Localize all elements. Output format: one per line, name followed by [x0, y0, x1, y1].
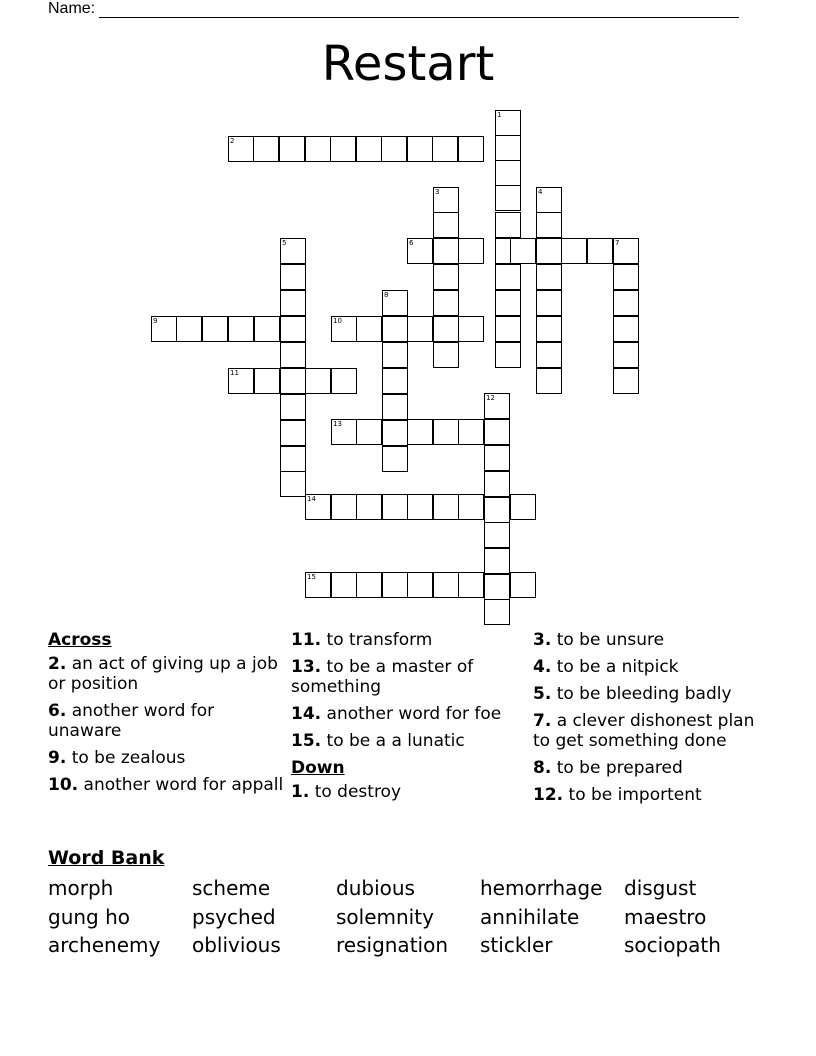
clue-text: a clever dishonest plan to get something done — [533, 711, 755, 751]
clue-num: 13. — [291, 657, 322, 677]
clue-num: 12. — [533, 785, 564, 805]
word-bank-item: psyched — [192, 904, 276, 929]
crossword-cell[interactable] — [495, 342, 521, 368]
clue-num: 8. — [533, 758, 552, 778]
clues-column-2 — [291, 630, 527, 809]
clue-num: 9. — [48, 748, 67, 768]
clue-text: to be zealous — [66, 748, 186, 768]
crossword-cell[interactable] — [331, 368, 357, 394]
clue-text: to be prepared — [551, 758, 683, 778]
crossword-cell[interactable] — [305, 368, 331, 394]
word-bank-item: disgust — [624, 876, 697, 900]
crossword-cell[interactable] — [280, 446, 306, 472]
clues-column-1 — [48, 630, 284, 802]
crossword-cell[interactable] — [484, 548, 510, 574]
crossword-cell[interactable] — [382, 290, 408, 316]
clue-num: 4. — [533, 657, 552, 677]
crossword-cell[interactable] — [433, 316, 459, 342]
clue-number: 3 — [435, 188, 440, 196]
clue-text: to destroy — [309, 782, 402, 802]
crossword-cell[interactable] — [484, 471, 510, 497]
crossword-cell[interactable] — [356, 572, 382, 598]
clue-text: to be unsure — [551, 630, 665, 650]
crossword-cell[interactable] — [433, 342, 459, 368]
crossword-cell[interactable] — [407, 494, 433, 520]
word-bank — [48, 846, 768, 960]
crossword-cell[interactable] — [280, 264, 306, 290]
clue-num: 14. — [291, 704, 322, 724]
crossword-cell[interactable] — [382, 494, 408, 520]
crossword-cell[interactable] — [176, 316, 202, 342]
word-bank-item: scheme — [192, 876, 271, 900]
crossword-cell[interactable] — [613, 238, 639, 264]
crossword-cell[interactable] — [458, 494, 484, 520]
clue-num: 3. — [533, 630, 552, 650]
crossword-cell[interactable] — [458, 238, 484, 264]
clue-text: another word for unaware — [48, 701, 215, 741]
clue-number: 14 — [307, 495, 316, 503]
crossword-cell[interactable] — [484, 419, 510, 445]
clue-number: 10 — [333, 317, 342, 325]
crossword-cell[interactable] — [382, 342, 408, 368]
word-bank-item: sociopath — [624, 933, 721, 957]
crossword-cell[interactable] — [536, 264, 562, 290]
word-bank-item: solemnity — [336, 904, 434, 929]
word-bank-item: morph — [48, 876, 114, 900]
crossword-cell[interactable] — [253, 136, 279, 162]
crossword-cell[interactable] — [280, 290, 306, 316]
down-clue — [533, 684, 769, 704]
across-clue — [48, 701, 284, 741]
crossword-cell[interactable] — [495, 185, 521, 211]
crossword-cell[interactable] — [587, 238, 613, 264]
crossword-cell[interactable] — [407, 316, 433, 342]
crossword-cell[interactable] — [536, 187, 562, 213]
crossword-cell[interactable] — [254, 368, 280, 394]
down-clue — [533, 657, 769, 677]
crossword-cell[interactable] — [484, 393, 510, 419]
crossword-cell[interactable] — [433, 572, 459, 598]
crossword-cell[interactable] — [613, 264, 639, 290]
crossword-cell[interactable] — [613, 368, 639, 394]
crossword-cell[interactable] — [484, 599, 510, 625]
clue-num: 2. — [48, 654, 67, 674]
crossword-cell[interactable] — [382, 368, 408, 394]
across-clue — [48, 748, 284, 768]
clue-number: 11 — [230, 369, 239, 377]
name-label: Name: — [48, 0, 96, 17]
crossword-cell[interactable] — [536, 368, 562, 394]
across-clue — [48, 654, 284, 694]
crossword-cell[interactable] — [432, 136, 458, 162]
clue-text: to be a nitpick — [551, 657, 679, 677]
crossword-cell[interactable] — [305, 494, 331, 520]
crossword-cell[interactable] — [407, 419, 433, 445]
crossword-cell[interactable] — [495, 212, 521, 238]
crossword-cell[interactable] — [458, 316, 484, 342]
crossword-cell[interactable] — [495, 110, 521, 136]
clue-text: to be a master of something — [291, 657, 474, 697]
clue-number: 2 — [230, 137, 235, 145]
down-clue — [533, 785, 769, 805]
clue-text: to be importent — [563, 785, 702, 805]
clue-num: 7. — [533, 711, 552, 731]
across-clue — [48, 775, 284, 795]
clue-text: to be bleeding badly — [551, 684, 732, 704]
crossword-cell[interactable] — [228, 316, 254, 342]
clue-num: 1. — [291, 782, 310, 802]
crossword-cell[interactable] — [280, 316, 306, 342]
crossword-cell[interactable] — [356, 316, 382, 342]
down-clue — [291, 782, 527, 802]
crossword-cell[interactable] — [484, 445, 510, 471]
crossword-cell[interactable] — [458, 572, 484, 598]
clue-num: 15. — [291, 731, 322, 751]
crossword-cell[interactable] — [495, 316, 521, 342]
crossword-cell[interactable] — [495, 264, 521, 290]
crossword-cell[interactable] — [381, 136, 407, 162]
crossword-cell[interactable] — [331, 572, 357, 598]
clue-number: 6 — [409, 239, 414, 247]
crossword-cell[interactable] — [433, 212, 459, 238]
crossword-cell[interactable] — [356, 494, 382, 520]
crossword-cell[interactable] — [382, 316, 408, 342]
down-clue — [533, 630, 769, 650]
crossword-cell[interactable] — [305, 572, 331, 598]
across-clue — [291, 657, 527, 697]
crossword-cell[interactable] — [331, 316, 357, 342]
crossword-cell[interactable] — [228, 136, 254, 162]
crossword-cell[interactable] — [561, 238, 587, 264]
crossword-cell[interactable] — [407, 572, 433, 598]
crossword-cell[interactable] — [484, 522, 510, 548]
clue-num: 5. — [533, 684, 552, 704]
crossword-cell[interactable] — [433, 187, 459, 213]
clue-text: another word for foe — [321, 704, 502, 724]
crossword-cell[interactable] — [484, 497, 510, 523]
clue-number: 13 — [333, 420, 342, 428]
across-clue — [291, 704, 527, 724]
crossword-cell[interactable] — [433, 264, 459, 290]
clue-number: 9 — [153, 317, 158, 325]
crossword-cell[interactable] — [536, 238, 562, 264]
word-bank-item: annihilate — [480, 904, 580, 929]
word-bank-item: oblivious — [192, 933, 281, 957]
crossword-cell[interactable] — [305, 136, 331, 162]
clue-num: 11. — [291, 630, 322, 650]
word-bank-item: gung ho — [48, 904, 131, 929]
crossword-cell[interactable] — [356, 419, 382, 445]
down-clue — [533, 758, 769, 778]
clue-number: 12 — [486, 394, 495, 402]
crossword-cell[interactable] — [458, 419, 484, 445]
word-bank-item: resignation — [336, 933, 449, 957]
crossword-cell[interactable] — [433, 419, 459, 445]
word-bank-item: hemorrhage — [480, 876, 603, 900]
crossword-cell[interactable] — [433, 238, 459, 264]
crossword-cell[interactable] — [382, 446, 408, 472]
clue-number: 7 — [615, 239, 620, 247]
crossword-cell[interactable] — [280, 394, 306, 420]
crossword-cell[interactable] — [356, 136, 382, 162]
clue-number: 15 — [307, 573, 316, 581]
crossword-cell[interactable] — [280, 238, 306, 264]
crossword-cell[interactable] — [433, 494, 459, 520]
clue-num: 10. — [48, 775, 79, 795]
crossword-cell[interactable] — [510, 572, 536, 598]
crossword-cell[interactable] — [280, 471, 306, 497]
crossword-cell[interactable] — [382, 394, 408, 420]
word-bank-heading: Word Bank — [48, 847, 165, 869]
crossword-cell[interactable] — [280, 342, 306, 368]
crossword-cell[interactable] — [495, 135, 521, 161]
crossword-cell[interactable] — [536, 342, 562, 368]
clues-column-3 — [533, 630, 769, 812]
crossword-cell[interactable] — [510, 238, 536, 264]
word-bank-item: maestro — [624, 904, 707, 929]
clue-number: 8 — [384, 291, 389, 299]
down-heading: Down — [291, 758, 345, 778]
crossword-cell[interactable] — [536, 212, 562, 238]
crossword-cell[interactable] — [407, 136, 433, 162]
crossword-cell[interactable] — [280, 420, 306, 446]
crossword-cell[interactable] — [536, 290, 562, 316]
crossword-cell[interactable] — [613, 342, 639, 368]
puzzle-title: Restart — [321, 36, 495, 92]
across-clue — [291, 630, 527, 650]
across-clue — [291, 731, 527, 751]
crossword-cell[interactable] — [254, 316, 280, 342]
word-bank-item: stickler — [480, 933, 553, 957]
crossword-cell[interactable] — [484, 574, 510, 600]
crossword-cell[interactable] — [382, 420, 408, 446]
word-bank-list — [48, 874, 768, 960]
word-bank-item: archenemy — [48, 933, 161, 957]
crossword-cell[interactable] — [458, 136, 484, 162]
clue-number: 4 — [538, 188, 543, 196]
crossword-cell[interactable] — [433, 290, 459, 316]
crossword-cell[interactable] — [510, 494, 536, 520]
crossword-cell[interactable] — [495, 160, 521, 186]
clue-text: to transform — [321, 630, 433, 650]
crossword-cell[interactable] — [228, 368, 254, 394]
crossword-cell[interactable] — [279, 136, 305, 162]
clue-number: 5 — [282, 239, 287, 247]
crossword-cell[interactable] — [202, 316, 228, 342]
crossword-cell[interactable] — [331, 494, 357, 520]
clue-number: 1 — [497, 111, 502, 119]
down-clue — [533, 711, 769, 751]
crossword-cell[interactable] — [331, 419, 357, 445]
clue-num: 6. — [48, 701, 67, 721]
clue-text: to be a a lunatic — [321, 731, 465, 751]
clue-text: an act of giving up a job or position — [48, 654, 278, 694]
crossword-cell[interactable] — [613, 290, 639, 316]
crossword-cell[interactable] — [382, 572, 408, 598]
crossword-cell[interactable] — [330, 136, 356, 162]
crossword-cell[interactable] — [613, 316, 639, 342]
crossword-cell[interactable] — [151, 316, 177, 342]
crossword-cell[interactable] — [536, 316, 562, 342]
across-heading: Across — [48, 630, 112, 650]
crossword-cell[interactable] — [280, 368, 306, 394]
crossword-cell[interactable] — [407, 238, 433, 264]
word-bank-item: dubious — [336, 876, 415, 900]
crossword-cell[interactable] — [495, 290, 521, 316]
clue-text: another word for appall — [78, 775, 284, 795]
